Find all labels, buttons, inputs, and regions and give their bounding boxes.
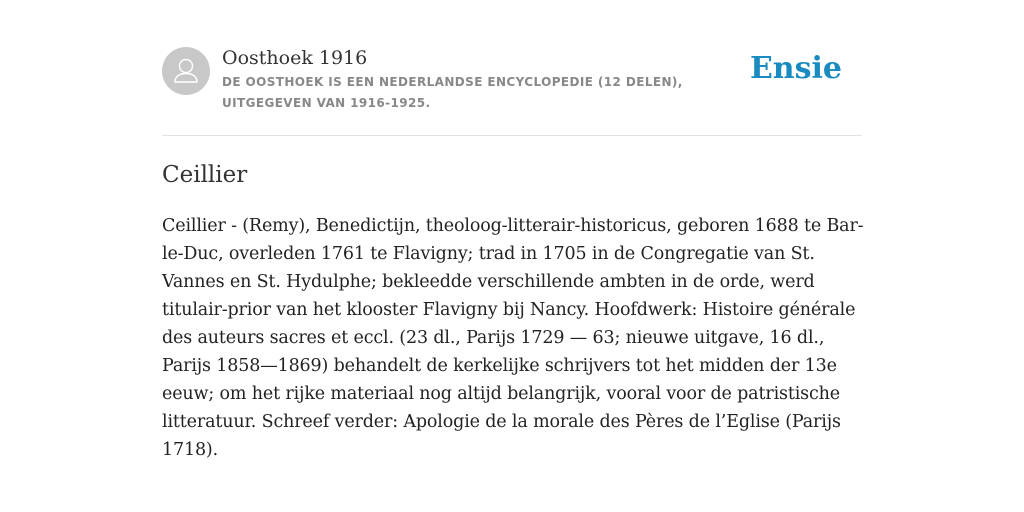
- source-title-link[interactable]: Oosthoek 1916: [222, 47, 368, 69]
- entry-page: [162, 0, 862, 512]
- header-divider: [162, 135, 862, 136]
- entry-title: Ceillier: [162, 162, 248, 188]
- source-header: [162, 46, 862, 116]
- source-description: DE OOSTHOEK IS EEN NEDERLANDSE ENCYCLOPEDIE (12 DELEN), UITGEGEVEN VAN 1916-1925.: [222, 75, 683, 110]
- source-avatar[interactable]: [162, 47, 210, 95]
- ensie-logo[interactable]: Ensie: [749, 51, 842, 86]
- entry-body: Ceillier - (Remy), Benedictijn, theoloog-litterair-historicus, geboren 1688 te Bar-le-Duc, overleden 1761 te Flavigny; trad in 1705 in de Congregatie van St. Vannes en St. Hydulphe; bekleedde verschillende ambten in de orde, werd titulair-prior van het klooster Flavigny bij Nancy. Hoofdwerk: Histoire générale des auteurs sacres et eccl. (23 dl., Parijs 1729 — 63; nieuwe uitgave, 16 dl., Parijs 1858—1869) behandelt de kerkelijke schrijvers tot het midden der 13e eeuw; om het rijke materiaal nog altijd belangrijk, vooral voor de patristische litteratuur. Schreef verder: Apologie de la morale des Pères de l’Eglise (Parijs 1718).: [162, 216, 864, 460]
- user-icon: [162, 47, 210, 95]
